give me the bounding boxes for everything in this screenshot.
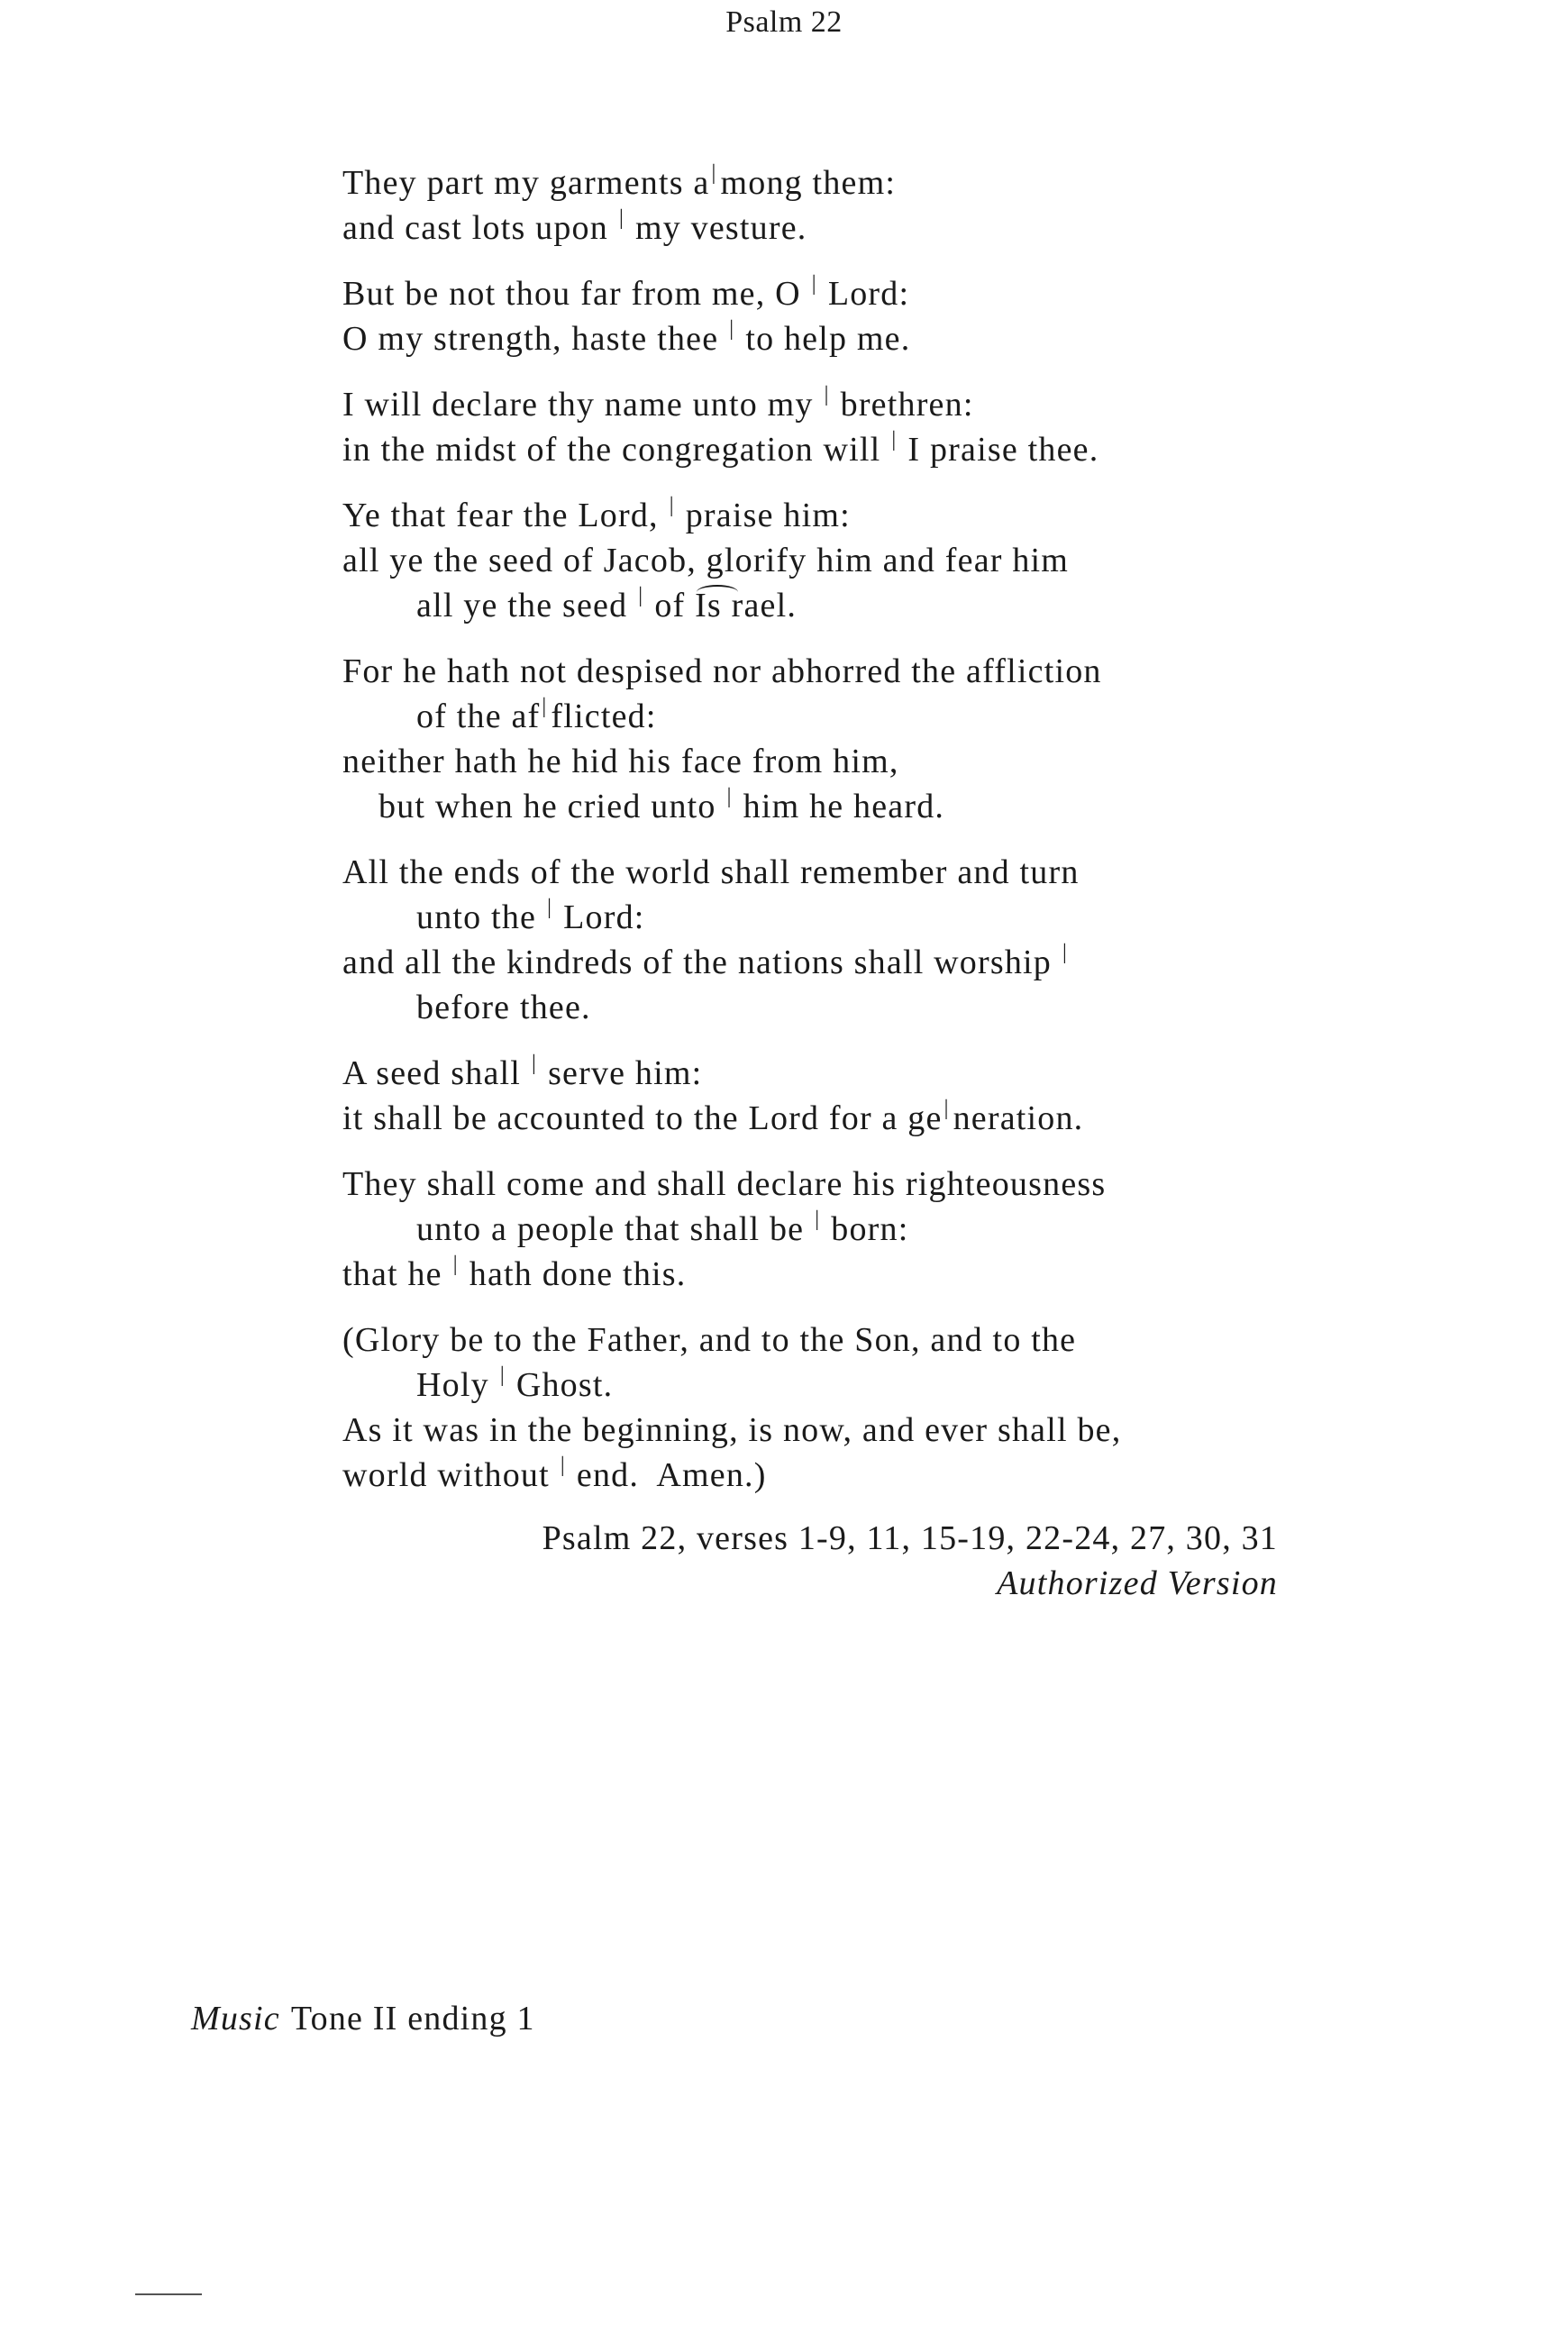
verse-text: But be not thou far from me, O — [342, 275, 801, 313]
verse-text: For he hath not despised nor abhorred the affliction — [342, 652, 1102, 690]
verse-line — [342, 694, 1316, 739]
verse-line — [342, 1162, 1316, 1207]
verse-line — [342, 739, 1316, 784]
verse-line — [342, 1252, 1316, 1297]
verse-text: (Glory be to the Father, and to the Son, and to the — [342, 1321, 1077, 1359]
verse-text: I praise thee. — [907, 431, 1099, 469]
verse-line — [342, 271, 1316, 316]
verse-text: I will declare thy name unto my — [342, 386, 814, 424]
verse-text: serve him: — [548, 1054, 703, 1092]
pointing-mark: | — [532, 1052, 538, 1075]
margin-mark — [135, 2293, 202, 2295]
pointing-mark: | — [547, 896, 553, 919]
verse-line — [342, 1207, 1316, 1252]
verse-text: and cast lots upon — [342, 209, 608, 247]
verse-text: it shall be accounted to the Lord for a ge — [342, 1099, 943, 1137]
verse-line — [342, 316, 1316, 361]
verse-line — [342, 427, 1316, 472]
verse-text: to help me. — [745, 320, 911, 358]
verse-line — [342, 1317, 1316, 1363]
verse-line — [342, 493, 1316, 538]
verse-text: Lord: — [563, 898, 645, 936]
verse-text: Ghost. — [515, 1366, 614, 1404]
pointing-mark: | — [811, 272, 817, 296]
pointing-mark: | — [638, 584, 644, 607]
pointing-mark: | — [1062, 941, 1069, 964]
verse — [342, 1317, 1316, 1498]
verse-text: before thee. — [416, 989, 591, 1026]
verse-text: They shall come and shall declare his righteousness — [342, 1165, 1107, 1203]
verse-line — [342, 985, 1316, 1030]
verse-text: brethren: — [840, 386, 974, 424]
verse — [342, 1162, 1316, 1297]
pointing-mark: | — [944, 1097, 950, 1120]
verse-text: born: — [831, 1210, 909, 1248]
verse-text: unto a people that shall be — [416, 1210, 805, 1248]
verse-line — [342, 1096, 1316, 1141]
verse-line — [342, 649, 1316, 694]
pointing-mark: | — [560, 1454, 566, 1477]
pointing-mark: | — [499, 1363, 506, 1387]
verse — [342, 850, 1316, 1030]
verse-text: of the af — [416, 697, 541, 735]
verse-line — [342, 850, 1316, 895]
citation — [542, 1516, 1278, 1606]
verse-text: Holy — [416, 1366, 489, 1404]
verse-text: hath done this. — [469, 1255, 687, 1293]
verse-text: in the midst of the congregation will — [342, 431, 881, 469]
music-label: Music — [191, 2000, 280, 2038]
verse-text: and all the kindreds of the nations shall worship — [342, 944, 1052, 981]
verse-text: all ye the seed of Jacob, glorify him and fear him — [342, 542, 1070, 579]
pointing-mark: | — [542, 695, 548, 718]
music-note — [191, 1999, 535, 2038]
verse-text: world without — [342, 1456, 550, 1494]
verse-line — [342, 382, 1316, 427]
verse-text: neither hath he hid his face from him, — [342, 743, 899, 780]
pointing-mark: | — [669, 494, 675, 517]
pointing-mark: | — [729, 317, 735, 341]
pointing-mark: | — [452, 1253, 459, 1276]
verse-text: end. Amen.) — [576, 1456, 767, 1494]
verse — [342, 382, 1316, 472]
verse-text: praise him: — [685, 497, 851, 534]
pointing-mark: | — [618, 206, 624, 230]
verse-text: him he heard. — [743, 788, 945, 825]
verse-text: A seed shall — [342, 1054, 522, 1092]
verse-text: Ye that fear the Lord, — [342, 497, 659, 534]
verse-text: of Is rael. — [654, 587, 797, 624]
music-tone: Tone II ending 1 — [290, 2000, 535, 2038]
citation-reference: Psalm 22, verses 1-9, 11, 15-19, 22-24, 27, 30, 31 — [542, 1519, 1278, 1557]
verse-line — [342, 940, 1316, 985]
pointing-mark: | — [815, 1208, 821, 1231]
verse-text: all ye the seed — [416, 587, 628, 624]
psalm-text — [342, 160, 1316, 1518]
verse-text: neration. — [953, 1099, 1084, 1137]
page-title: Psalm 22 — [725, 5, 843, 39]
verse-line — [342, 583, 1316, 628]
verse-text: As it was in the beginning, is now, and ever shall be, — [342, 1411, 1122, 1449]
verse-text: All the ends of the world shall remember and turn — [342, 853, 1080, 891]
verse-text: that he — [342, 1255, 442, 1293]
verse — [342, 160, 1316, 251]
verse-line — [342, 538, 1316, 583]
elision-arc: Is — [695, 583, 722, 628]
verse-text: my vesture. — [634, 209, 807, 247]
verse-text: They part my garments a — [342, 164, 710, 202]
verse — [342, 493, 1316, 628]
verse-text: Lord: — [827, 275, 910, 313]
verse — [342, 1051, 1316, 1141]
verse-line — [342, 1453, 1316, 1498]
verse-text: mong them: — [720, 164, 897, 202]
pointing-mark: | — [711, 161, 717, 185]
verse-line — [342, 784, 1316, 829]
verse-text: but when he cried unto — [378, 788, 716, 825]
verse-line — [342, 205, 1316, 251]
verse-line — [342, 1363, 1316, 1408]
pointing-mark: | — [824, 383, 830, 406]
pointing-mark: | — [726, 785, 733, 808]
verse-text: flicted: — [551, 697, 657, 735]
verse-line — [342, 1408, 1316, 1453]
verse-text: unto the — [416, 898, 537, 936]
verse — [342, 649, 1316, 829]
citation-version: Authorized Version — [997, 1564, 1278, 1602]
verse-text: O my strength, haste thee — [342, 320, 719, 358]
verse-line — [342, 160, 1316, 205]
pointing-mark: | — [891, 428, 898, 451]
verse — [342, 271, 1316, 361]
verse-line — [342, 1051, 1316, 1096]
verse-line — [342, 895, 1316, 940]
